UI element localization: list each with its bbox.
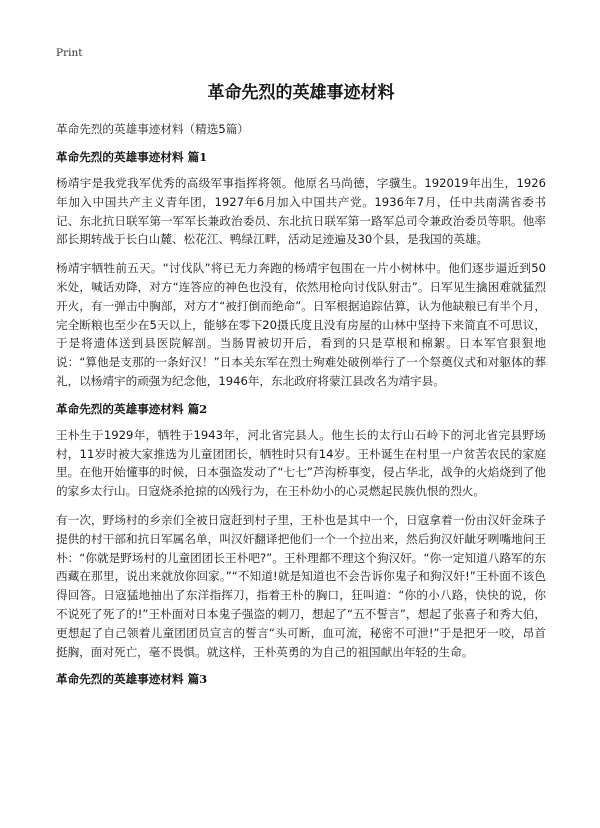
- page-title: 革命先烈的英雄事迹材料: [207, 83, 395, 103]
- paragraph: 杨靖宇牺牲前五天。“讨伐队”将已无力奔跑的杨靖宇包围在一片小树林中。他们逐步逼近到50米处，喊话劝降，对方“连答应的神色也没有，依然用枪向讨伐队射击”。日军见生擒困难就猛烈开火，有一弹击中胸部，对方才“被打倒而绝命”。日军根据追踪估算，认为他缺粮已有半个月，完全断粮也至少在5天以上，能够在零下20摄氏度且没有房屋的山林中坚持下来简直不可思议，于是将遗体送到县医院解剖。当肠胃被切开后，看到的只是草根和棉絮。日本军官狠狠地说：“算他是支那的一条好汉！”日本关东军在烈士殉难处破例举行了一个祭奠仪式和对躯体的葬礼，以杨靖宇的顽强为纪念他，1946年，东北政府将蒙江县改名为靖宇县。: [56, 261, 546, 388]
- section-3: [56, 671, 546, 687]
- section-heading: 革命先烈的英雄事迹材料 篇3: [56, 672, 208, 687]
- print-link[interactable]: Print: [56, 47, 83, 59]
- section-heading: 革命先烈的英雄事迹材料 篇1: [56, 150, 208, 164]
- document-page: [56, 46, 546, 696]
- paragraph: 王朴生于1929年，牺牲于1943年，河北省完县人。他生长的太行山石岭下的河北省完县野场村，11岁时被大家推选为儿童团团长，牺牲时只有14岁。王朴诞生在村里一户贫苦农民的家庭里。在他开始懂事的时候，日本强盗发动了“七七”芦沟桥事变，侵占华北，战争的火焰烧到了他的家乡太行山。日寇烧杀抢掠的凶残行为，在王朴幼小的心灵燃起民族仇恨的烈火。: [56, 427, 546, 499]
- paragraph: 有一次，野场村的乡亲们全被日寇赶到村子里，王朴也是其中一个，日寇拿着一份由汉奸金珠子提供的村干部和抗日军属名单，叫汉奸翻译把他们一个一个拉出来，然后狗汉奸龇牙咧嘴地问王朴：“你就是野场村的儿童团团长王朴吧?”。王朴理都不理这个狗汉奸。“你一定知道八路军的东西藏在那里，说出来就放你回家。”“不知道!就是知道也不会告诉你鬼子和狗汉奸!”王朴面不该色得回答。日寇猛地抽出了东洋指挥刀，指着王朴的胸口，狂叫道：“你的小八路，快快的说，你不说死了死了的!”王朴面对日本鬼子强盗的刺刀，想起了“五不誓言”，想起了张喜子和秀大伯，更想起了自己领着儿童团团员宣言的誓言“头可断，血可流，秘密不可泄!”于是把牙一咬，昂首挺胸，面对死亡，毫不畏惧。就这样，王朴英勇的为自己的祖国献出年轻的生命。: [56, 512, 546, 659]
- section-heading: 革命先烈的英雄事迹材料 篇2: [56, 401, 208, 416]
- section-2: [56, 401, 546, 662]
- section-1: [56, 149, 546, 391]
- document-subtitle: 革命先烈的英雄事迹材料（精选5篇）: [56, 122, 249, 136]
- paragraph: 杨靖宇是我党我军优秀的高级军事指挥将领。他原名马尚德，字骥生。192019年出生，1926年加入中国共产主义青年团，1927年6月加入中国共产党。1936年7月，任中共南满省委书记、东北抗日联军第一军军长兼政治委员、东北抗日联军第一路军总司令兼政治委员等职。他率部长期转战于长白山麓、松花江、鸭绿江畔，活动足迹遍及30个县，是我国的英雄。: [56, 176, 546, 247]
